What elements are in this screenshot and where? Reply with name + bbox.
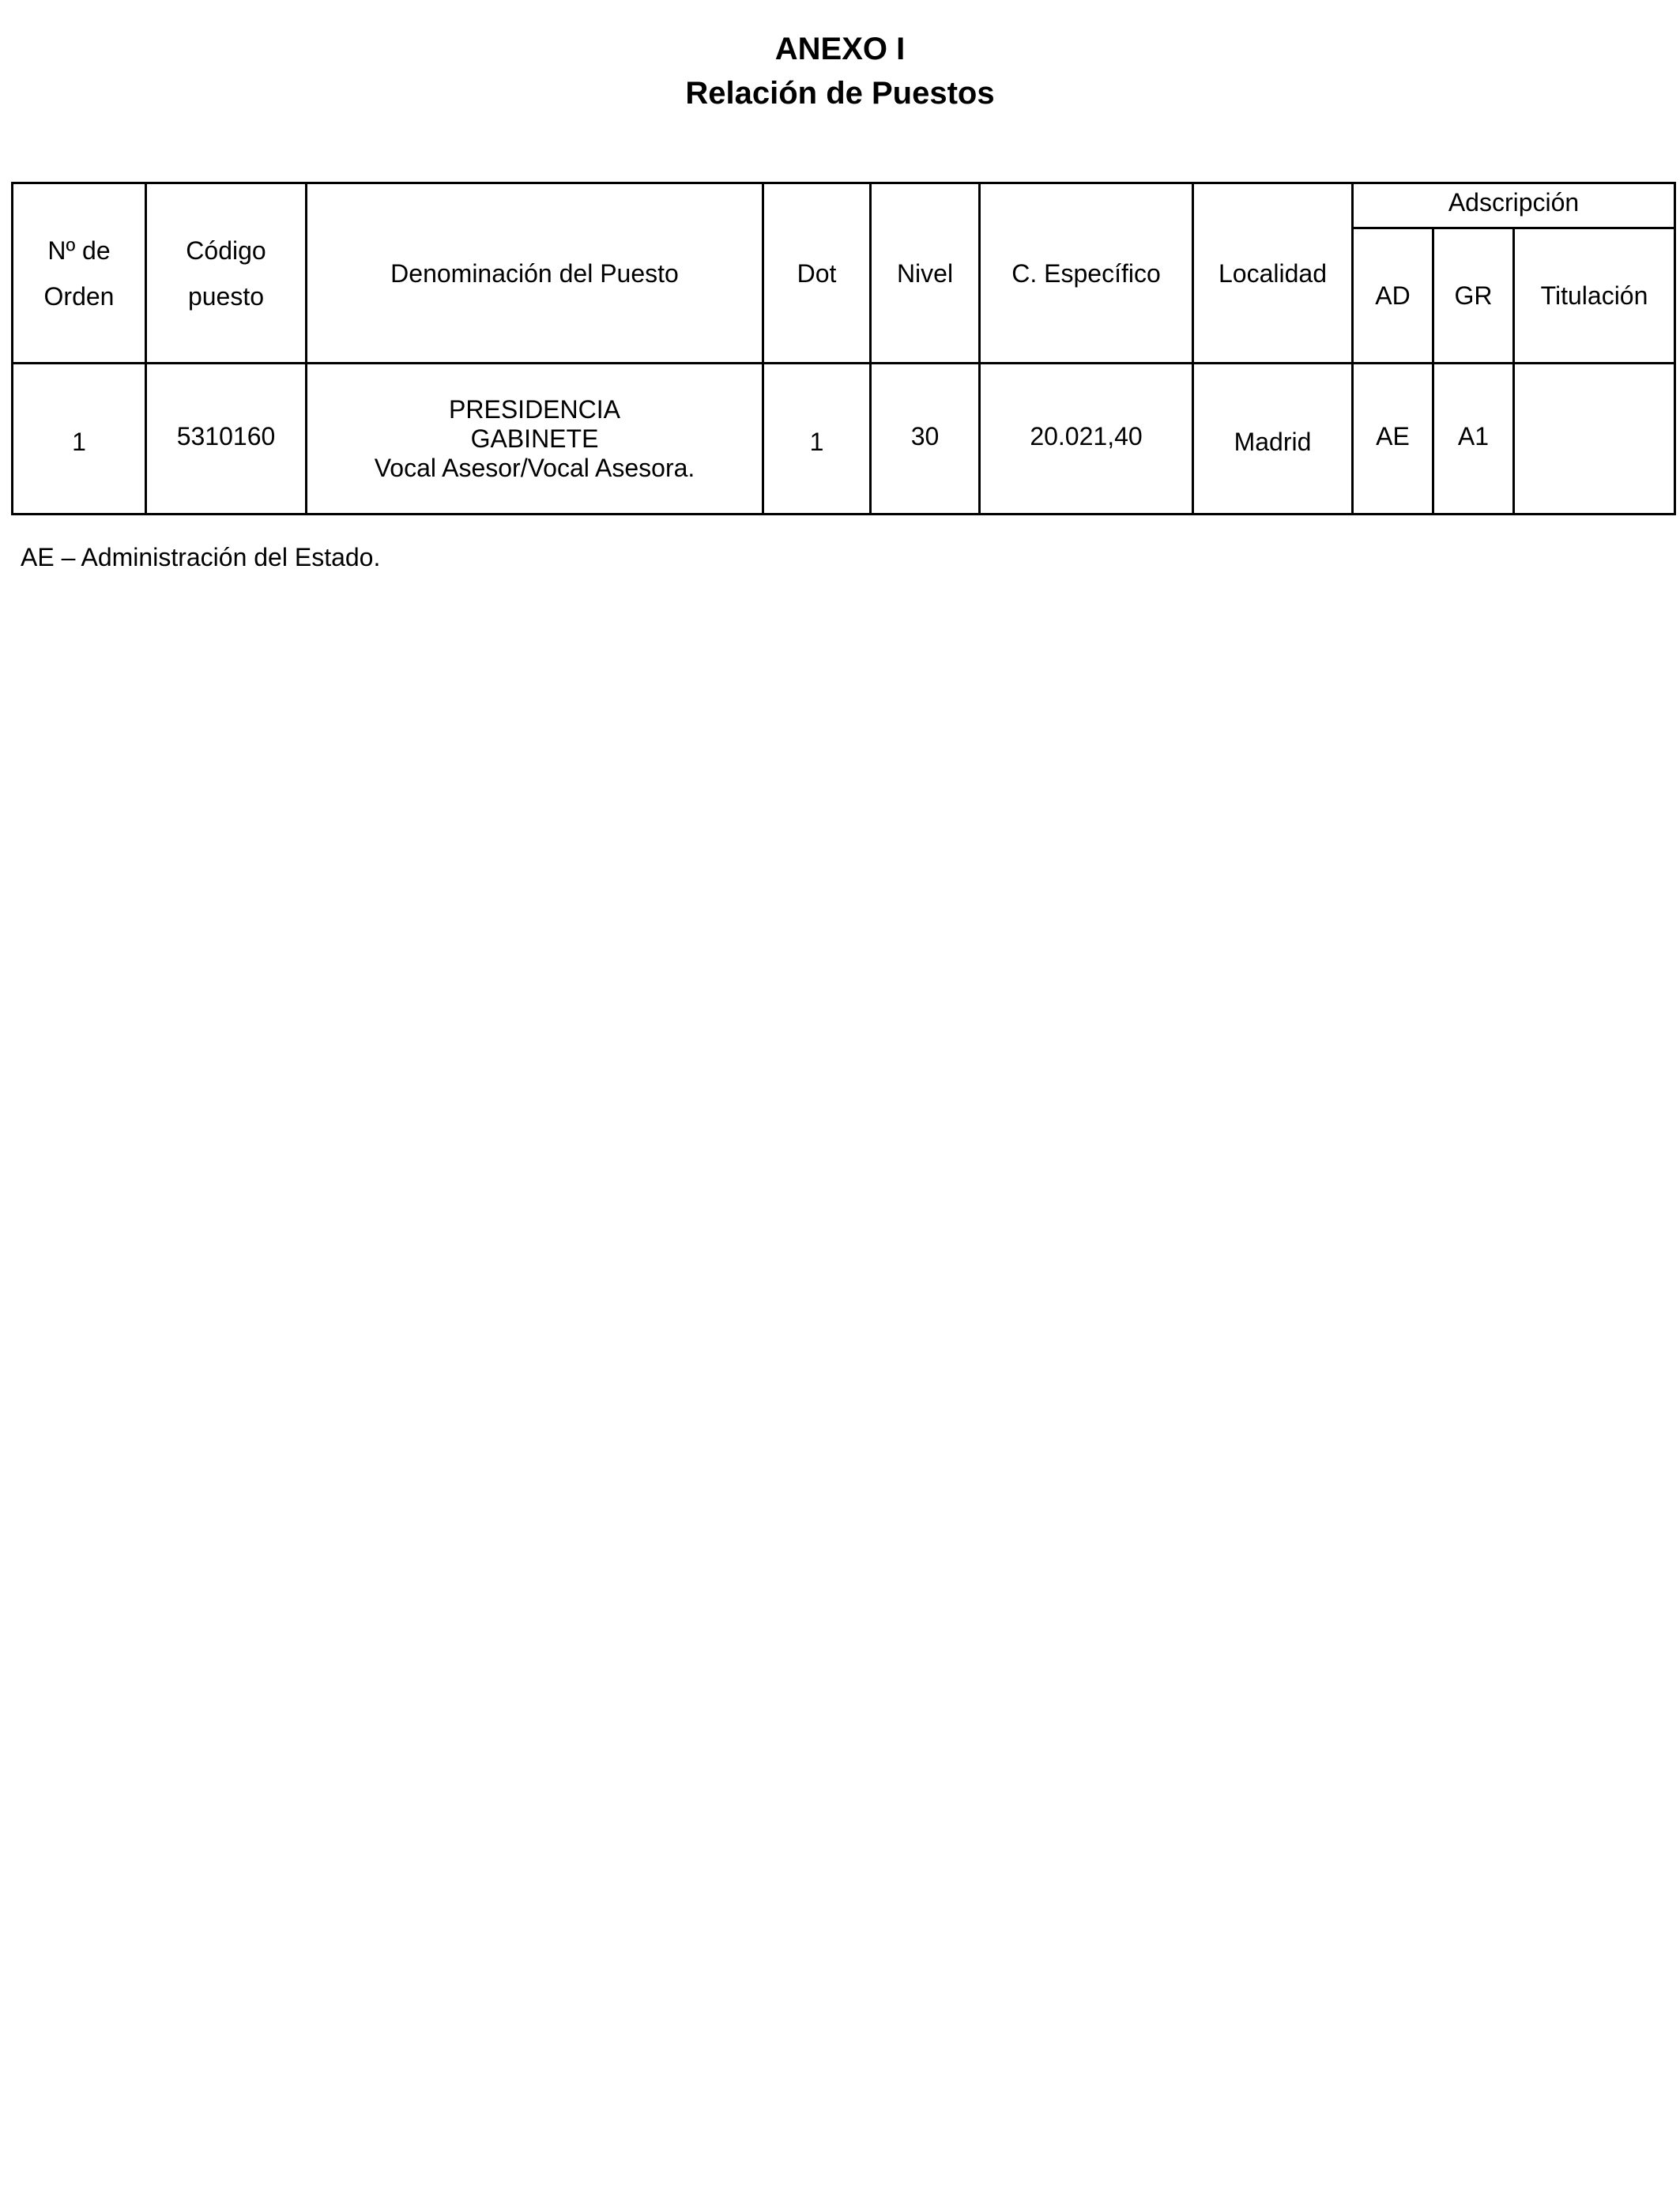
header-especifico [980,183,1193,364]
footnote: AE – Administración del Estado. [21,543,381,571]
cell-nivel: 30 [871,364,980,515]
header-localidad-label: Localidad [1219,258,1327,288]
header-row [13,183,1675,228]
denominacion-line3: Vocal Asesor/Vocal Asesora. [374,453,695,482]
cell-orden: 1 [13,364,146,515]
table-row [13,364,1675,515]
header-codigo-line1: Código [186,236,266,265]
header-gr-label: GR [1454,281,1493,310]
header-especifico-label: C. Específico [1011,258,1161,288]
header-codigo-line2: puesto [187,281,265,311]
page-title: Relación de Puestos [685,76,995,111]
cell-denominacion [307,364,763,515]
header-dot-label: Dot [797,258,837,288]
cell-titulacion [1514,364,1675,515]
cell-ad: AE [1353,364,1433,515]
header-denominacion-label: Denominación del Puesto [390,258,679,288]
positions-table [11,182,1676,515]
header-adscripcion [1353,183,1675,228]
header-ad-label: AD [1375,281,1411,310]
denominacion-line1: PRESIDENCIA [449,394,620,424]
header-codigo [146,183,307,364]
header-orden [13,183,146,364]
cell-dot: 1 [763,364,871,515]
header-nivel [871,183,980,364]
header-localidad [1193,183,1353,364]
denominacion-line2: GABINETE [470,424,599,453]
header-nivel-label: Nivel [896,258,954,288]
header-ad [1353,228,1433,364]
header-adscripcion-label: Adscripción [1448,188,1580,217]
cell-especifico: 20.021,40 [980,364,1193,515]
header-orden-line1: Nº de [47,236,111,265]
cell-codigo: 5310160 [146,364,307,515]
header-denominacion [307,183,763,364]
cell-gr: A1 [1433,364,1514,515]
header-orden-line2: Orden [43,281,115,311]
header-dot [763,183,871,364]
header-titulacion [1514,228,1675,364]
cell-localidad: Madrid [1193,364,1353,515]
annex-title: ANEXO I [774,32,906,66]
header-gr [1433,228,1514,364]
header-titulacion-label: Titulación [1540,281,1648,310]
